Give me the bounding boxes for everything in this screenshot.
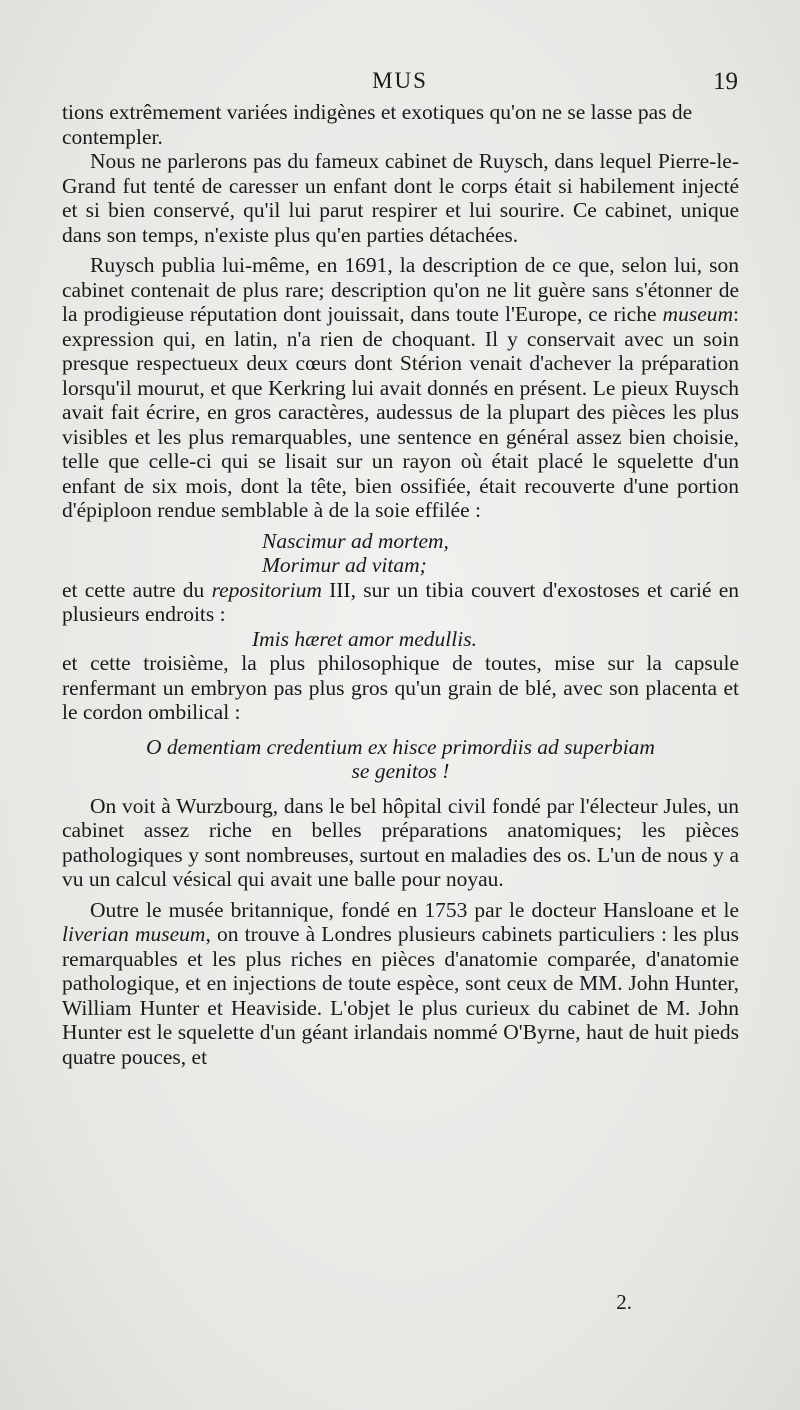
paragraph-ruysch-description [62, 253, 739, 523]
running-head: MUS [372, 68, 428, 93]
text-run: : expression qui, en latin, n'a rien de choquant. Il y conservait avec un soin presque respectueux deux cœurs dont Stérion venait d'achever la préparation lorsqu'il mourut, et que Kerkring lui avait donnés en présent. Le pieux Ruysch avait fait écrire, en gros caractères, audessus de la plupart des pièces les plus visibles et les plus remarquables, une sentence en général assez bien choisie, telle que celle-ci qui se lisait sur un rayon où était placé le squelette d'un enfant de six mois, dont la tête, bien ossifiée, était recouverte d'une portion d'épiploon rendue semblable à de la soie effilée : [62, 302, 739, 522]
text-run: et cette autre du [62, 577, 212, 602]
paragraph-continuation: tions extrêmement variées indigènes et exotiques qu'on ne se lasse pas de contempler. [62, 100, 693, 149]
emphasis-museum: museum [662, 302, 734, 326]
paragraph-wurzbourg: On voit à Wurzbourg, dans le bel hôpital civil fondé par l'électeur Jules, un cabinet assez riche en belles préparations anatomiques; les pièces pathologiques y sont nombreuses, surtout en maladies des os. L'un de nous y a vu un calcul vésical qui avait une balle pour noyau. [62, 793, 739, 891]
paragraph-ruysch-cabinet: Nous ne parlerons pas du fameux cabinet de Ruysch, dans lequel Pierre-le-Grand fut tenté de caresser un enfant dont le corps était si habilement injecté et si bien conservé, qu'il lui parut respirer et lui sourire. Ce cabinet, unique dans son temps, n'existe plus qu'en parties détachées. [62, 149, 739, 247]
text-run: III, sur un tibia couvert d'exostoses et carié en plusieurs endroits : [62, 577, 740, 626]
quote-line: Morimur ad vitam; [262, 553, 427, 577]
quote-line: se genitos ! [351, 759, 450, 783]
paragraph-embryon: et cette troisième, la plus philosophique de toutes, mise sur la capsule renfermant un embryon pas plus gros qu'un grain de blé, avec son placenta et le cordon ombilical : [62, 651, 739, 724]
page-header [62, 68, 738, 98]
latin-quote-1 [62, 529, 739, 578]
latin-quote-2: Imis hæret amor medullis. [252, 626, 477, 651]
paragraph-repositorium [62, 578, 739, 627]
body-text [62, 100, 739, 1069]
emphasis-repositorium: repositorium [211, 577, 322, 602]
latin-quote-3 [62, 735, 739, 784]
quote-line: O dementiam credentium ex hisce primordiis ad superbiam [146, 734, 655, 759]
emphasis-liverian: liverian museum [62, 922, 206, 946]
text-run: , on trouve à Londres plusieurs cabinets particuliers : les plus remarquables et les plus riches en pièces d'anatomie comparée, d'anatomie pathologique, et en injections de toute espèce, sont ceux de MM. John Hunter, William Hunter et Heaviside. L'objet le plus curieux du cabinet de M. John Hunter est le squelette d'un géant irlandais nommé O'Byrne, haut de huit pieds quatre pouces, et [62, 922, 739, 1069]
page-number: 19 [713, 68, 738, 95]
quote-line: Nascimur ad mortem, [262, 528, 449, 553]
signature-mark: 2. [616, 1290, 632, 1314]
paragraph-londres [62, 898, 739, 1070]
text-run: Ruysch publia lui-même, en 1691, la description de ce que, selon lui, son cabinet contenait de plus rare; description qu'on ne lit guère sans s'étonner de la prodigieuse réputation dont jouissait, dans toute l'Europe, ce riche [62, 253, 739, 326]
text-run: Outre le musée britannique, fondé en 1753 par le docteur Hansloane et le [90, 897, 739, 922]
